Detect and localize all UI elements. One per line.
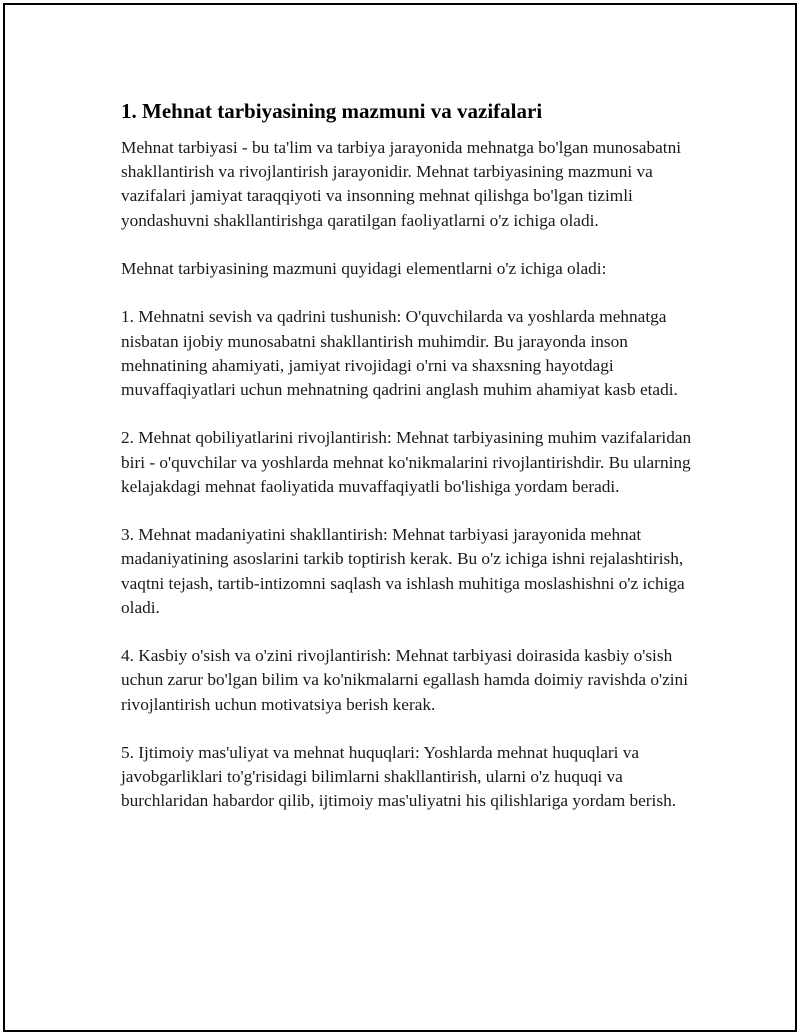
document-body: [121, 98, 696, 838]
page-frame: [3, 3, 797, 1032]
list-item-paragraph: 2. Mehnat qobiliyatlarini rivojlantirish: Mehnat tarbiyasining muhim vazifalaridan biri - o'quvchilar va yoshlarda mehnat ko'nikmalarini rivojlantirishdir. Bu ularning kelajakdagi mehnat faoliyatida muvaffaqiyatli bo'lishiga yordam beradi.: [121, 428, 692, 496]
list-item-paragraph: 1. Mehnatni sevish va qadrini tushunish: O'quvchilarda va yoshlarda mehnatga nisbatan ijobiy munosabatni shakllantirish muhimdir. Bu jarayonda inson mehnatining ahamiyati, jamiyat rivojidagi o'rni va shaxsning hayotdagi muvaffaqiyatlari uchun mehnatning qadrini anglash muhim ahamiyat kasb etadi.: [121, 307, 678, 399]
list-intro-paragraph: Mehnat tarbiyasining mazmuni quyidagi elementlarni o'z ichiga oladi:: [121, 259, 607, 278]
list-item-paragraph: 4. Kasbiy o'sish va o'zini rivojlantirish: Mehnat tarbiyasi doirasida kasbiy o'sish uchun zarur bo'lgan bilim va ko'nikmalarni egallash hamda doimiy ravishda o'zini rivojlantirish uchun motivatsiya berish kerak.: [121, 646, 688, 714]
list-item-paragraph: 5. Ijtimoiy mas'uliyat va mehnat huquqlari: Yoshlarda mehnat huquqlari va javobgarliklari to'g'risidagi bilimlarni shakllantirish, ularni o'z huquqi va burchlaridan habardor qilib, ijtimoiy mas'uliyatni his qilishlariga yordam berish.: [121, 742, 677, 811]
list-item-paragraph: 3. Mehnat madaniyatini shakllantirish: Mehnat tarbiyasi jarayonida mehnat madaniyatining asoslarini tarkib toptirish kerak. Bu o'z ichiga ishni rejalashtirish, vaqtni tejash, tartib-intizomni saqlash va ishlash muhitiga moslashishni o'z ichiga oladi.: [121, 525, 685, 617]
document-title: 1. Mehnat tarbiyasining mazmuni va vazifalari: [121, 99, 543, 123]
intro-paragraph: Mehnat tarbiyasi - bu ta'lim va tarbiya jarayonida mehnatga bo'lgan munosabatni shakllantirish va rivojlantirish jarayonidir. Mehnat tarbiyasining mazmuni va vazifalari jamiyat taraqqiyoti va insonning mehnat qilishga bo'lgan tizimli yondashuvni shakllantirishga qaratilgan faoliyatlarni o'z ichiga oladi.: [121, 138, 682, 230]
